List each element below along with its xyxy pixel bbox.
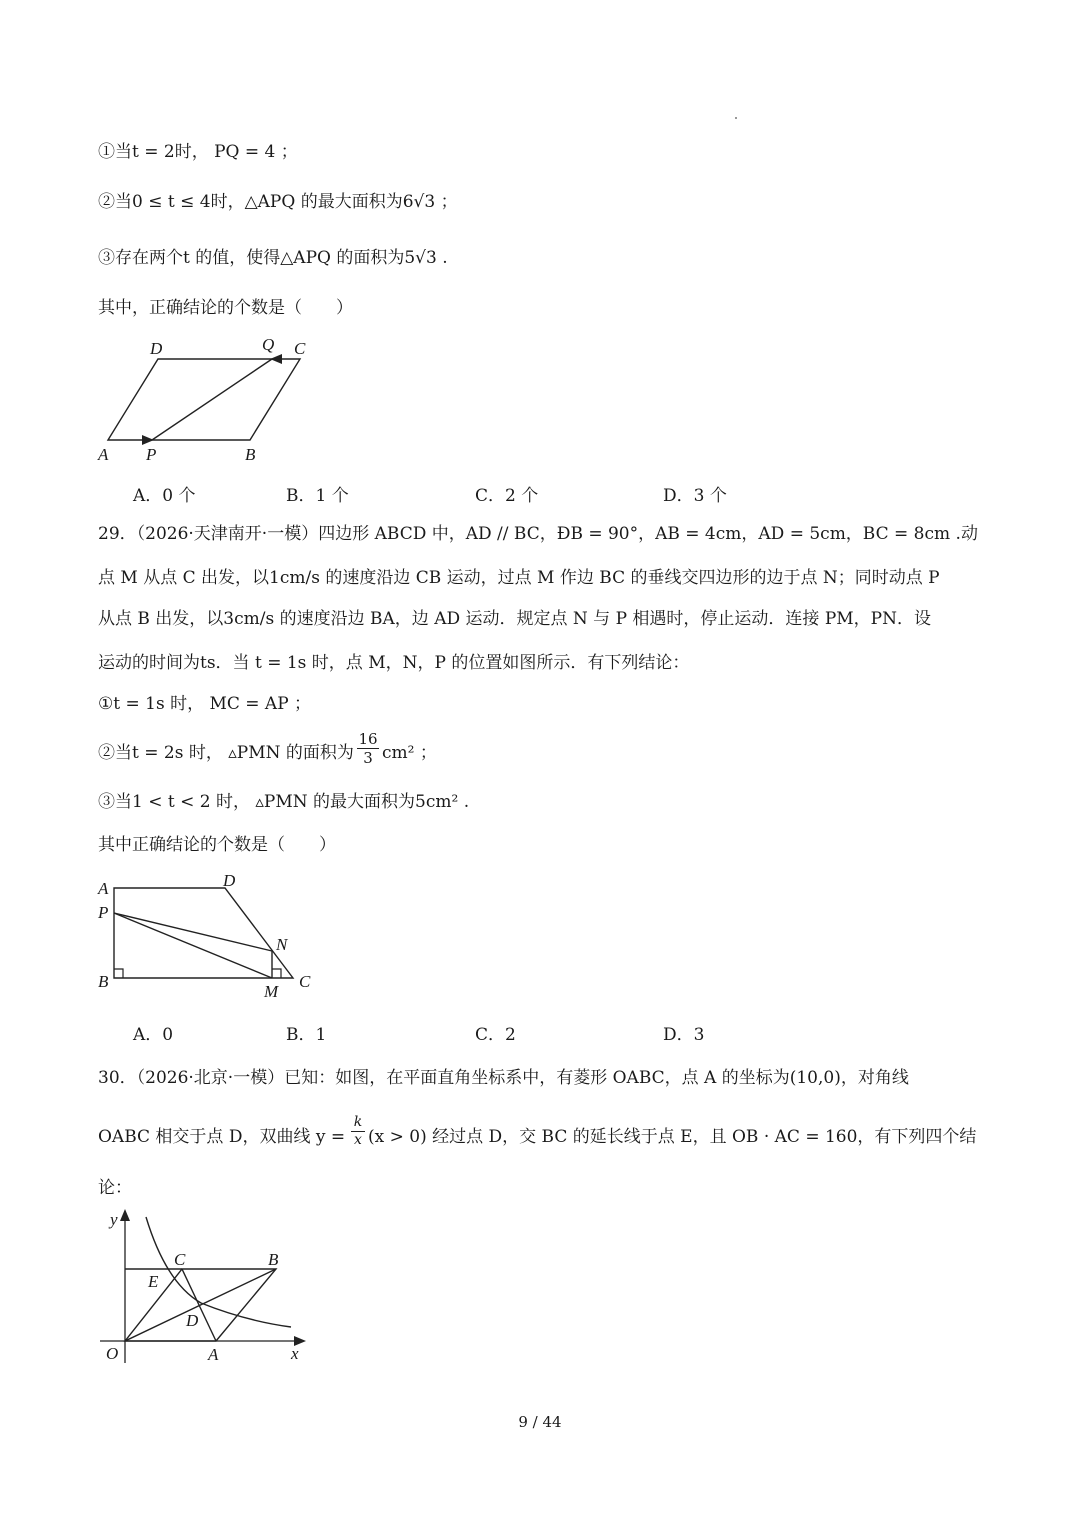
label-o: O [106,1344,119,1363]
q28-parallelogram-figure [90,330,330,465]
q30-line-1: 30．（2026·北京·一模）已知：如图，在平面直角坐标系中，有菱形 OABC，点 A 的坐标为(10,0)，对角线 [98,1068,909,1088]
scan-speck [735,117,737,119]
q28-option-d[interactable]: D．3 个 [663,486,727,506]
page-number: 9 / 44 [518,1413,562,1431]
segment-pq [152,359,272,440]
label-q: Q [262,335,275,354]
label-a: A [98,445,109,464]
diagonal-ac [182,1269,216,1341]
q30-line-2-pre: OABC 相交于点 D，双曲线 y = [98,1127,346,1147]
q29-trapezoid-figure [92,868,322,1003]
q30-line-2-post: (x > 0) 经过点 D，交 BC 的延长线于点 E，且 OB · AC = 160，有下列四个结 [368,1127,977,1147]
q30-rhombus-figure [96,1203,316,1375]
q29-option-b[interactable]: B．1 [286,1025,327,1045]
label-a: A [208,1345,219,1364]
q29-prompt: 其中正确结论的个数是（ ） [98,835,336,855]
label-m: M [264,982,279,1001]
label-c: C [299,972,311,991]
label-d: D [150,339,163,358]
q30-fraction-numerator: k [353,1114,363,1130]
right-angle-b [114,969,123,978]
label-d: D [186,1311,199,1330]
label-x: x [291,1344,299,1363]
q29-line-2: 点 M 从点 C 出发，以1cm/s 的速度沿边 CB 运动，过点 M 作边 BC 的垂线交四边形的边于点 N；同时动点 P [98,568,940,588]
q29-statement-2-post: cm² ； [382,743,437,763]
q29-statement-1: ①t = 1s 时， MC = AP ； [98,694,312,714]
label-b: B [245,445,256,464]
q28-prompt: 其中，正确结论的个数是（ ） [98,298,353,318]
q29-fraction [357,730,379,767]
q29-statement-2-pre: ②当t = 2s 时， ▵PMN 的面积为 [98,743,354,763]
q30-line-3: 论： [98,1178,132,1198]
label-e: E [148,1272,159,1291]
q29-option-c[interactable]: C．2 [475,1025,516,1045]
q28-statement-1: ①当t = 2时， PQ = 4 ； [98,142,298,162]
trapezoid-abcd [114,888,293,978]
label-c: C [294,339,306,358]
q30-fraction [351,1114,365,1149]
q29-line-4: 运动的时间为ts．当 t = 1s 时，点 M，N，P 的位置如图所示．有下列结论： [98,653,690,673]
q29-line-1: 29．（2026·天津南开·一模）四边形 ABCD 中，AD // BC，ÐB = 90°，AB = 4cm，AD = 5cm，BC = 8cm .动 [98,524,978,544]
label-n: N [276,935,288,954]
q28-statement-3: ③存在两个t 的值，使得△APQ 的面积为5√3 . [98,248,448,268]
q29-line-3: 从点 B 出发，以3cm/s 的速度沿边 BA，边 AD 运动．规定点 N 与 P 相遇时，停止运动．连接 PM，PN．设 [98,609,931,629]
parallelogram-abcd [108,359,300,440]
label-y: y [110,1210,118,1229]
q28-option-b[interactable]: B．1 个 [286,486,349,506]
label-a: A [98,879,109,898]
q29-fraction-numerator: 16 [358,730,378,748]
q29-statement-3: ③当1 < t < 2 时， ▵PMN 的最大面积为5cm² . [98,792,470,812]
label-b: B [98,972,109,991]
q30-fraction-denominator: x [351,1131,365,1149]
arrow-p [142,435,154,445]
y-axis-arrow [120,1209,130,1221]
label-p: P [98,903,109,922]
right-angle-m [272,969,281,978]
label-d: D [223,871,236,890]
label-p: P [146,445,157,464]
arrow-q [270,354,282,364]
q28-option-c[interactable]: C．2 个 [475,486,539,506]
q29-fraction-denominator: 3 [357,748,379,767]
q29-option-a[interactable]: A．0 [133,1025,174,1045]
label-b: B [268,1250,279,1269]
label-c: C [174,1250,186,1269]
q29-option-d[interactable]: D．3 [663,1025,705,1045]
q28-option-a[interactable]: A．0 个 [133,486,196,506]
q28-statement-2: ②当0 ≤ t ≤ 4时，△APQ 的最大面积为6√3 ； [98,192,458,212]
